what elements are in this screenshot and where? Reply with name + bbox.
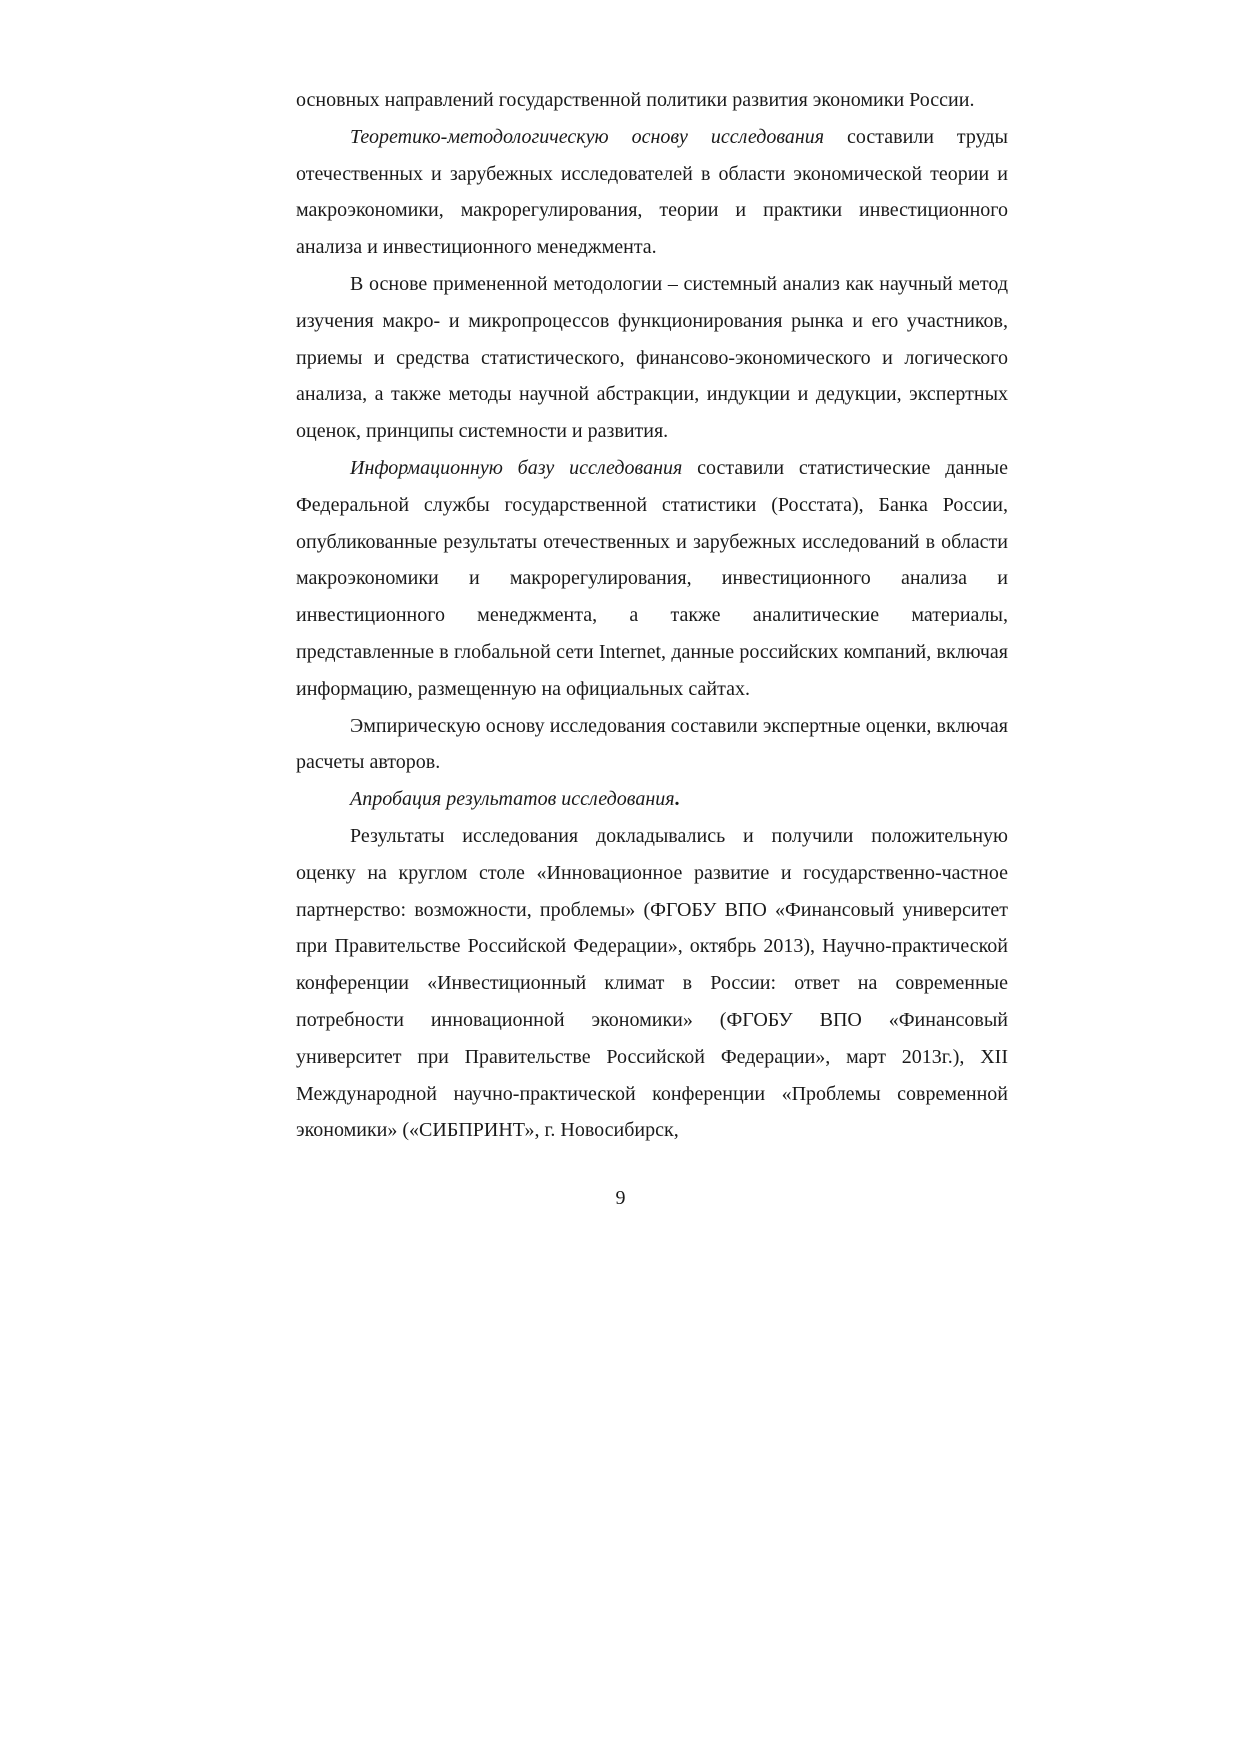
- paragraph-3: [296, 266, 1008, 450]
- paragraph-4-italic-lead: Информационную базу исследования: [350, 456, 683, 479]
- paragraph-5: [296, 708, 1008, 782]
- paragraph-2-text: составили труды отечественных и зарубежных исследователей в области экономической теории и макроэкономики, макрорегулирования, теории и практики инвестиционного анализа и инвестиционного менеджмента.: [296, 125, 1008, 259]
- paragraph-1-text: основных направлений государственной политики развития экономики России.: [296, 89, 975, 111]
- paragraph-5-text: Эмпирическую основу исследования составили экспертные оценки, включая расчеты авторов.: [296, 714, 1008, 774]
- paragraph-7-text: Результаты исследования докладывались и получили положительную оценку на круглом столе «Инновационное развитие и государственно-частное партнерство: возможности, проблемы» (ФГОБУ ВПО «Финансовый университет при Правительстве Российской Федерации», октябрь 2013), Научно-практической конференции «Инвестиционный климат в России: ответ на современные потребности инновационной экономики» (ФГОБУ ВПО «Финансовый университет при Правительстве Российской Федерации», март 2013г.), XII Международной научно-практической конференции «Проблемы современной экономики» («СИБПРИНТ», г. Новосибирск,: [296, 824, 1008, 1142]
- paragraph-4-text: составили статистические данные Федеральной службы государственной статистики (Росстата), Банка России, опубликованные результаты отечественных и зарубежных исследований в области макроэкономики и макрорегулирования, инвестиционного анализа и инвестиционного менеджмента, а также аналитические материалы, представленные в глобальной сети Internet, данные российских компаний, включая информацию, размещенную на официальных сайтах.: [296, 456, 1008, 700]
- paragraph-4: [296, 450, 1008, 708]
- approbation-heading-period: .: [674, 788, 680, 811]
- approbation-heading: Апробация результатов исследования: [350, 788, 675, 811]
- body-text: [296, 82, 1008, 1149]
- paragraph-6-heading: [296, 781, 1008, 818]
- paragraph-2-italic-lead: Теоретико-методологическую основу исследования: [350, 125, 825, 148]
- page-number: 9: [615, 1187, 626, 1209]
- paragraph-2: [296, 119, 1008, 266]
- paragraph-1: [296, 82, 1008, 119]
- paragraph-3-text: В основе примененной методологии – системный анализ как научный метод изучения макро- и микропроцессов функционирования рынка и его участников, приемы и средства статистического, финансово-экономического и логического анализа, а также методы научной абстракции, индукции и дедукции, экспертных оценок, принципы системности и развития.: [296, 272, 1008, 443]
- paragraph-7: [296, 818, 1008, 1149]
